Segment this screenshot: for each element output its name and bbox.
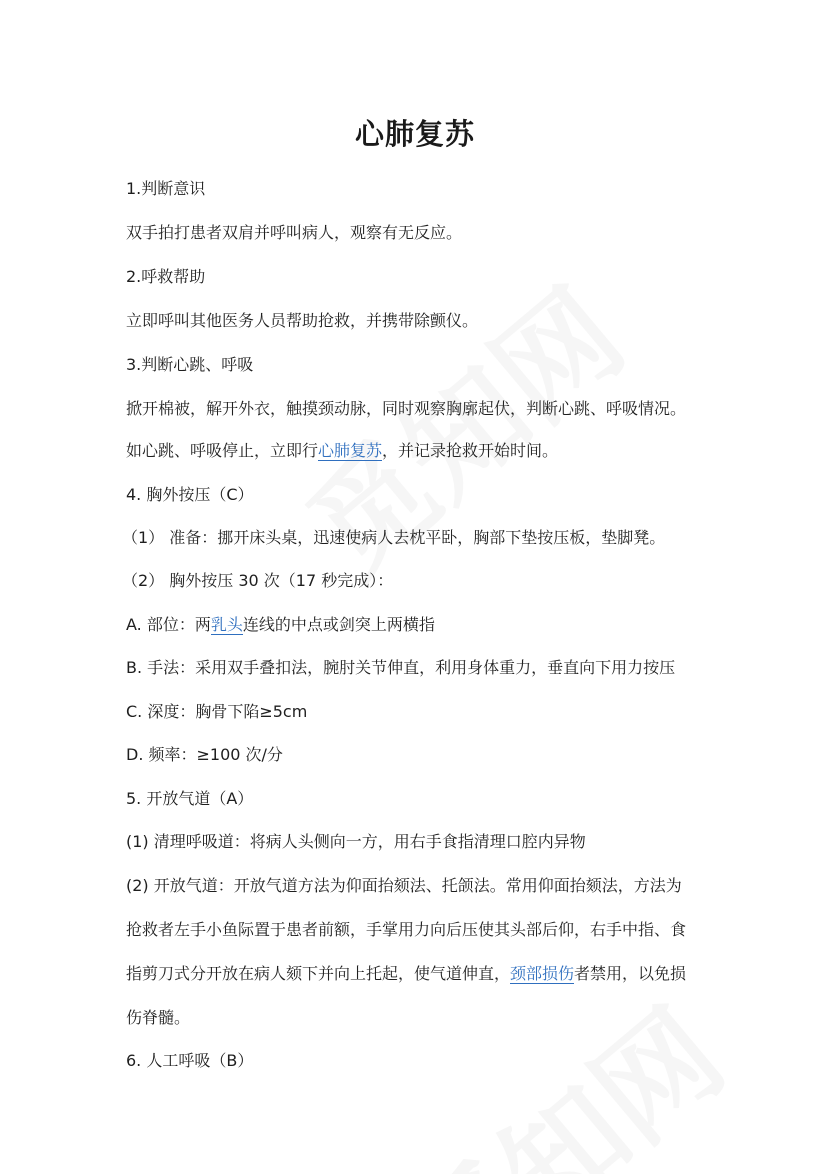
text-segment: 如心跳、呼吸停止，立即行 [126, 441, 319, 460]
paragraph-line: 3.判断心跳、呼吸 [126, 355, 254, 374]
paragraph-line: 5. 开放气道（A） [126, 789, 254, 808]
paragraph-line: B. 手法：采用双手叠扣法，腕肘关节伸直，利用身体重力，垂直向下用力按压 [126, 658, 676, 677]
text-segment: A. 部位：两 [126, 615, 211, 634]
paragraph-line: 伤脊髓。 [126, 1008, 191, 1027]
watermark [367, 964, 753, 1174]
link-cpr[interactable]: 心肺复苏 [318, 441, 383, 460]
paragraph-line: 1.判断意识 [126, 179, 206, 198]
paragraph-line: 抢救者左手小鱼际置于患者前额，手掌用力向后压使其头部后仰，右手中指、食 [126, 920, 687, 939]
paragraph-line: 4. 胸外按压（C） [126, 485, 254, 504]
paragraph-line: 6. 人工呼吸（B） [126, 1051, 254, 1070]
watermark [267, 244, 653, 607]
paragraph-line [126, 613, 435, 637]
paragraph-line: D. 频率：≥100 次/分 [126, 745, 283, 764]
paragraph-line: (1) 清理呼吸道：将病人头侧向一方，用右手食指清理口腔内异物 [126, 832, 586, 851]
text-segment: 指剪刀式分开放在病人颏下并向上托起，使气道伸直， [126, 964, 511, 983]
paragraph-line: 立即呼叫其他医务人员帮助抢救，并携带除颤仪。 [126, 311, 479, 330]
paragraph-line: 2.呼救帮助 [126, 267, 206, 286]
paragraph-line [126, 439, 558, 463]
paragraph-line: （2） 胸外按压 30 次（17 秒完成）： [122, 571, 394, 590]
link-neck-injury[interactable]: 颈部损伤 [510, 964, 575, 983]
paragraph-line: 掀开棉被，解开外衣，触摸颈动脉，同时观察胸廓起伏，判断心跳、呼吸情况。 [126, 399, 687, 418]
document-title: 心肺复苏 [354, 117, 475, 151]
paragraph-line: （1） 准备：挪开床头桌，迅速使病人去枕平卧，胸部下垫按压板，垫脚凳。 [122, 528, 666, 547]
paragraph-line: 双手拍打患者双肩并呼叫病人，观察有无反应。 [126, 223, 463, 242]
paragraph-line: (2) 开放气道：开放气道方法为仰面抬颏法、托颌法。常用仰面抬颏法，方法为 [126, 876, 682, 895]
text-segment: 者禁用，以免损 [574, 964, 687, 983]
text-segment: ，并记录抢救开始时间。 [382, 441, 559, 460]
link-nipple[interactable]: 乳头 [210, 615, 243, 634]
paragraph-line [126, 962, 686, 986]
paragraph-line: C. 深度：胸骨下陷≥5cm [126, 702, 308, 721]
text-segment: 连线的中点或剑突上两横指 [242, 615, 435, 634]
